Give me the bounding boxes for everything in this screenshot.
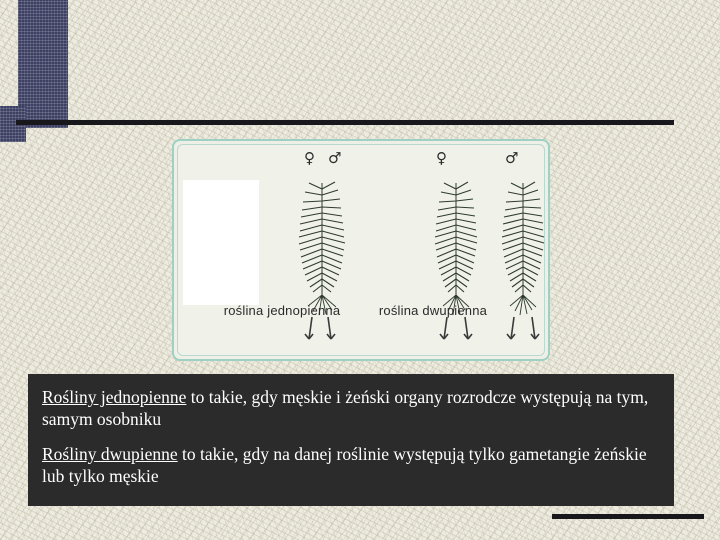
definition-monoecious-rest: to takie, gdy męskie i żeński organy rozrodcze występują na tym, samym osobniku	[42, 387, 649, 430]
male-symbol-right: ♂	[505, 149, 519, 167]
figure-white-patch	[183, 180, 259, 305]
horizontal-rule-top	[16, 120, 674, 125]
term-dioecious: Rośliny dwupienne	[42, 443, 178, 464]
male-symbol-left: ♂	[328, 149, 342, 167]
figure-image	[172, 139, 550, 361]
figure-caption-left: roślina jednopienna	[223, 303, 341, 318]
figure-inner-frame	[177, 144, 545, 356]
definition-dioecious-rest: to takie, gdy na danej roślinie występują tylko gametangie żeńskie lub tylko męskie	[42, 443, 647, 487]
definition-paragraph-monoecious	[42, 386, 660, 431]
female-symbol-left: ♀	[304, 149, 315, 167]
plant-dioecious-male-icon	[488, 167, 550, 347]
female-symbol-right: ♀	[436, 149, 447, 167]
definition-textbox	[28, 374, 674, 506]
term-monoecious: Rośliny jednopienne	[42, 387, 187, 407]
figure-caption-right: roślina dwupienna	[378, 303, 488, 318]
horizontal-rule-bottom	[552, 514, 704, 519]
definition-paragraph-dioecious	[42, 443, 660, 488]
